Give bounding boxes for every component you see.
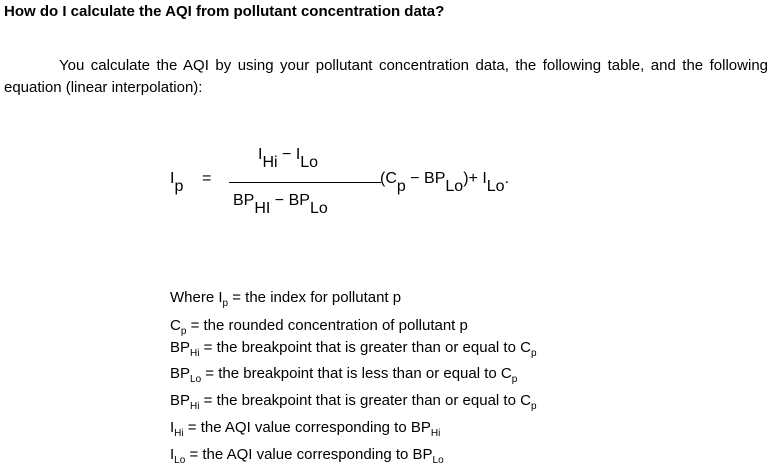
numerator-minus: − [282,146,292,163]
definition-text: = the rounded concentration of pollutant p [186,317,468,334]
denominator-lo-subscript: Lo [309,200,328,217]
equation-period: . [504,170,510,187]
paren-c: (C [380,170,397,187]
fraction-bar [229,182,381,183]
definition-tail-subscript: Hi [430,428,441,439]
definition-bplo [170,365,518,385]
paren-bp: BP [424,170,446,187]
definition-subscript: p [222,298,229,309]
definition-term: BP [170,392,191,409]
paren-bp-subscript: Lo [445,178,464,195]
definition-tail-subscript: p [511,374,518,385]
equation-lhs-subscript: p [174,178,184,195]
intro-paragraph: You calculate the AQI by using your pollutant concentration data, the following table, and the following equation (linear interpolation): [4,57,768,96]
paren-close-plus: )+ [463,170,478,187]
denominator-minus: − [274,192,285,209]
definition-text: = the index for pollutant p [228,289,402,306]
equation-parenthetical [380,170,510,195]
definition-text: = the breakpoint that is less than or equal to C [201,365,512,382]
definition-subscript: Hi [174,428,184,439]
denominator-hi-subscript: HI [254,200,271,217]
definition-ip [170,289,402,309]
definition-text: = the AQI value corresponding to BP [183,419,431,436]
equation-lhs [170,170,184,195]
definition-cp [170,317,468,337]
denominator-bp-hi: BP [233,192,255,209]
definition-term: I [170,446,175,463]
page-heading: How do I calculate the AQI from pollutant concentration data? [4,3,445,20]
definition-text: = the AQI value corresponding to BP [185,446,433,463]
definition-tail-subscript: p [530,401,537,412]
definition-text: = the breakpoint that is greater than or equal to C [199,392,531,409]
definition-term: I [170,419,175,436]
numerator-hi-subscript: Hi [262,154,278,171]
paren-minus: − [410,170,420,187]
equation-numerator [258,146,319,171]
definition-bphi-repeat [170,392,537,412]
definition-ilo [170,446,444,466]
numerator-i-lo: I [295,146,301,163]
definition-subscript: Lo [174,455,186,466]
definition-bphi [170,339,537,359]
numerator-lo-subscript: Lo [300,154,319,171]
definition-subscript: p [180,326,187,337]
definition-ihi [170,419,441,439]
tail-i-lo: I [482,170,487,187]
tail-lo-subscript: Lo [486,178,505,195]
definition-term: BP [170,365,191,382]
definition-tail-subscript: p [530,348,537,359]
definition-term: C [170,317,181,334]
equation-lhs-symbol: I [170,170,175,187]
definition-subscript: Hi [190,401,200,412]
equation-equals: = [202,170,212,187]
denominator-bp-lo: BP [288,192,310,209]
definition-subscript: Lo [190,374,202,385]
equation-denominator [233,192,328,217]
definition-term: Where I [170,289,223,306]
definition-term: BP [170,339,191,356]
numerator-i-hi: I [258,146,263,163]
definition-text: = the breakpoint that is greater than or equal to C [199,339,531,356]
paren-cp-subscript: p [396,178,406,195]
definition-subscript: Hi [190,348,200,359]
definition-tail-subscript: Lo [432,455,444,466]
